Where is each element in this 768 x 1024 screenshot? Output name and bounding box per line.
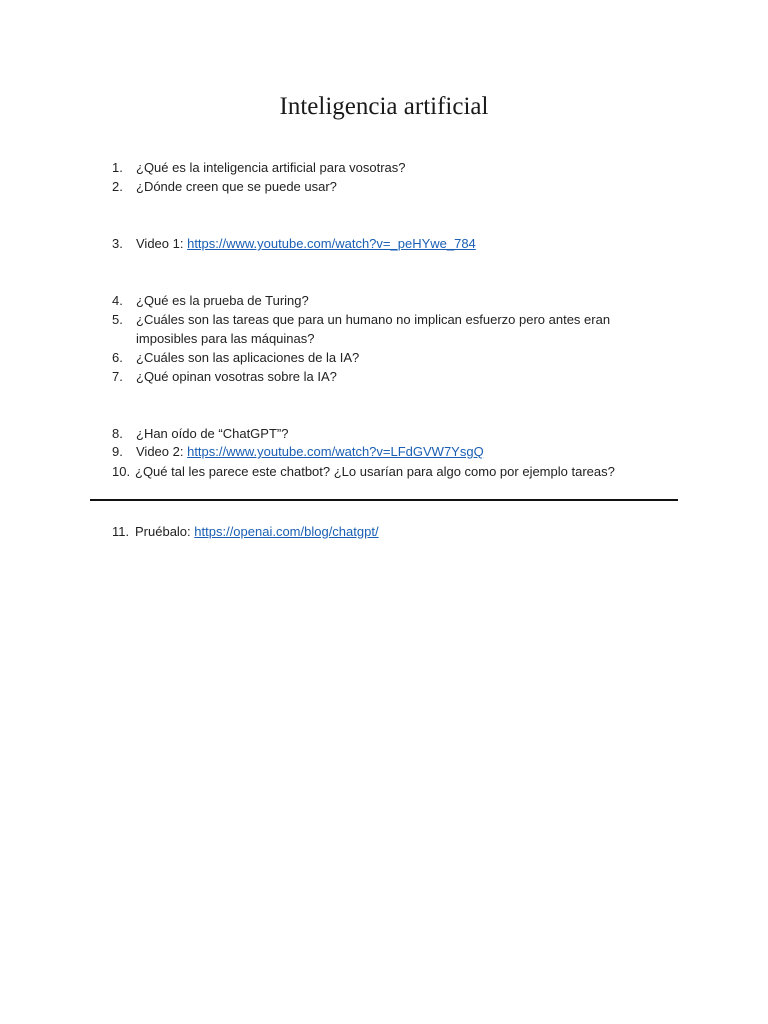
- chatgpt-link[interactable]: https://openai.com/blog/chatgpt/: [194, 524, 379, 539]
- list-item-10: [112, 462, 652, 481]
- list-item-4: [112, 291, 652, 310]
- video-1-link[interactable]: https://www.youtube.com/watch?v=_peHYwe_784: [187, 236, 476, 251]
- item-text: ¿Qué es la inteligencia artificial para vosotras?: [136, 160, 406, 175]
- item-number: 4.: [112, 293, 123, 308]
- list-item-11: [112, 522, 652, 541]
- item-number: 7.: [112, 369, 123, 384]
- list-item-5: [112, 310, 652, 348]
- try-it-label: Pruébalo:: [135, 524, 191, 539]
- item-text: ¿Qué es la prueba de Turing?: [136, 293, 309, 308]
- list-item-2: [112, 177, 652, 196]
- item-number: 1.: [112, 160, 123, 175]
- item-number: 5.: [112, 312, 123, 327]
- item-number: 11.: [112, 524, 130, 539]
- list-item-6: [112, 348, 652, 367]
- video-2-link[interactable]: https://www.youtube.com/watch?v=LFdGVW7YsgQ: [187, 444, 484, 459]
- list-item-7: [112, 367, 652, 386]
- item-number: 6.: [112, 350, 123, 365]
- item-text: ¿Cuáles son las tareas que para un humano no implican esfuerzo pero antes eran imposibles para las máquinas?: [136, 312, 611, 346]
- item-number: 3.: [112, 236, 123, 251]
- list-item-3: [112, 234, 652, 253]
- list-item-1: [112, 158, 652, 177]
- item-number: 10.: [112, 464, 131, 479]
- item-text: ¿Qué tal les parece este chatbot? ¿Lo usarían para algo como por ejemplo tareas?: [135, 464, 615, 479]
- item-number: 8.: [112, 426, 123, 441]
- horizontal-divider: [90, 499, 678, 501]
- item-text: ¿Cuáles son las aplicaciones de la IA?: [136, 350, 360, 365]
- item-number: 2.: [112, 179, 123, 194]
- list-item-8: [112, 424, 652, 443]
- item-text: ¿Dónde creen que se puede usar?: [136, 179, 337, 194]
- item-number: 9.: [112, 444, 123, 459]
- video-1-label: Video 1:: [136, 236, 184, 251]
- item-text: ¿Qué opinan vosotras sobre la IA?: [136, 369, 337, 384]
- video-2-label: Video 2:: [136, 444, 184, 459]
- item-text: ¿Han oído de “ChatGPT”?: [136, 426, 289, 441]
- list-item-9: [112, 442, 652, 461]
- page-title: Inteligencia artificial: [279, 93, 489, 120]
